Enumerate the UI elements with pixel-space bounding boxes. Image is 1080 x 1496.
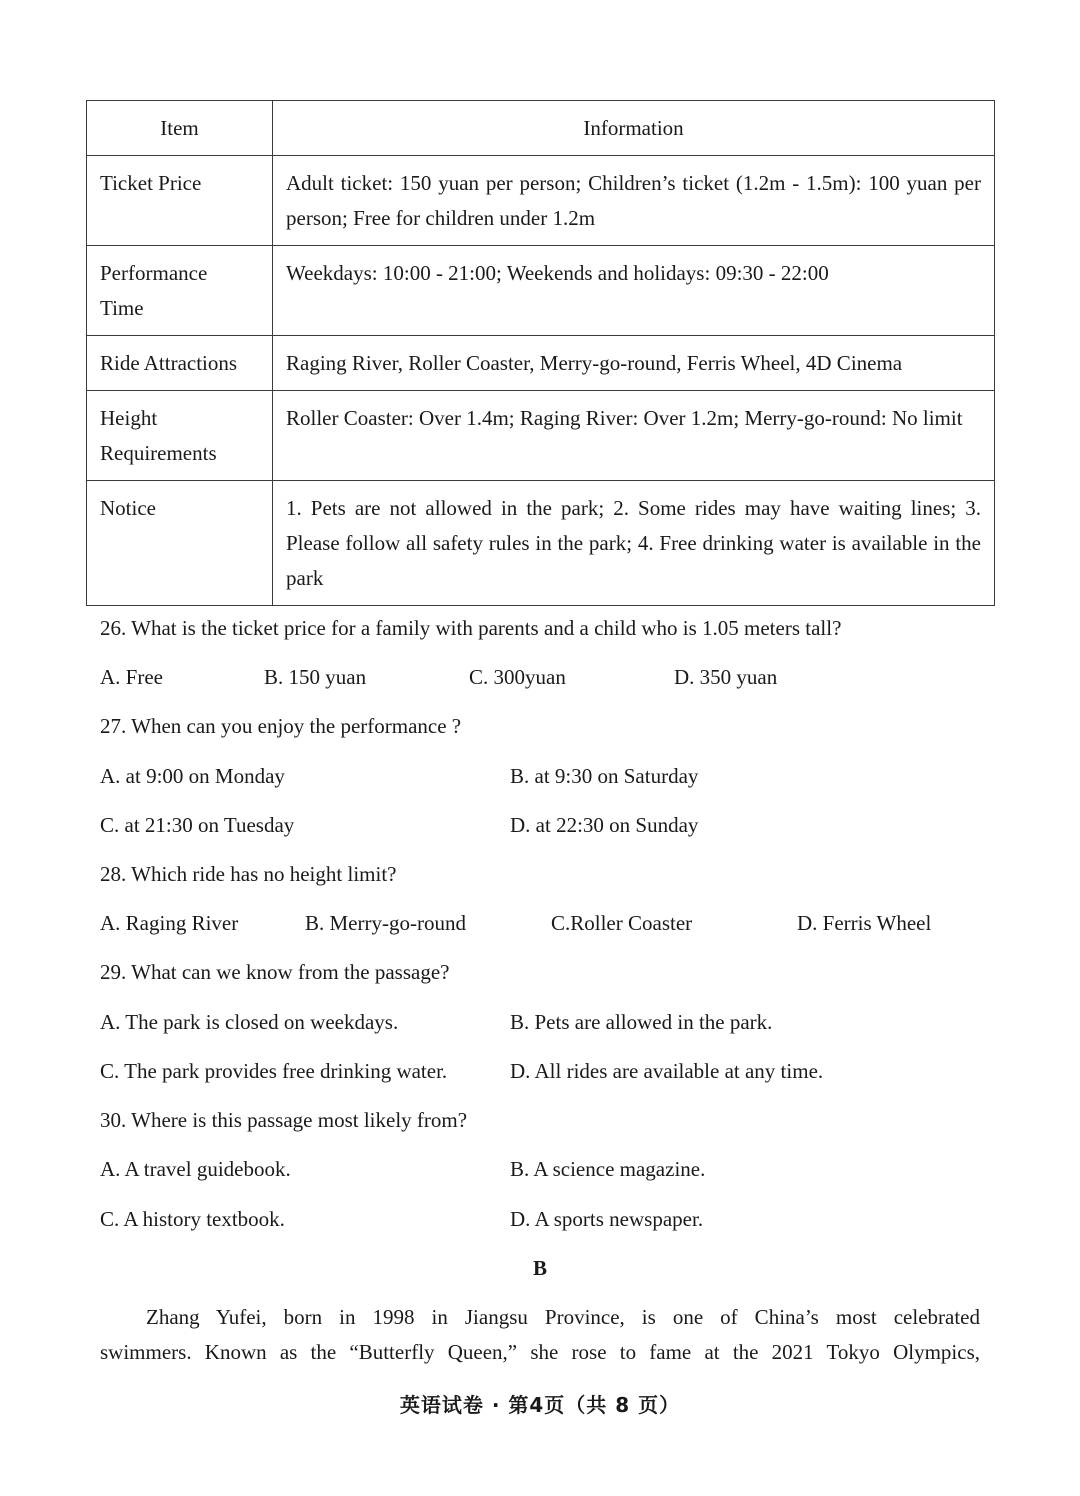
page-footer: 英语试卷 · 第4页（共 8 页）	[399, 1393, 681, 1417]
row-info: 1. Pets are not allowed in the park; 2. Some rides may have waiting lines; 3. Please follow all safety rules in the park; 4. Free drinking water is available in the park	[273, 481, 995, 606]
q30-option-d: D. A sports newspaper.	[510, 1207, 704, 1231]
row-item-line: Height Requirements	[100, 406, 217, 465]
row-info: Raging River, Roller Coaster, Merry-go-round, Ferris Wheel, 4D Cinema	[273, 336, 995, 391]
row-item	[87, 246, 273, 336]
question-29-stem: 29. What can we know from the passage?	[100, 960, 450, 984]
q28-option-d: D. Ferris Wheel	[797, 911, 932, 935]
row-item-line: Performance Time	[100, 261, 208, 320]
table-row	[87, 156, 995, 246]
q26-option-d: D. 350 yuan	[674, 665, 778, 689]
q27-option-d: D. at 22:30 on Sunday	[510, 813, 699, 837]
table-row	[87, 481, 995, 606]
row-item: Notice	[87, 481, 273, 606]
q29-option-d: D. All rides are available at any time.	[510, 1059, 824, 1083]
table-row	[87, 246, 995, 336]
row-info: Roller Coaster: Over 1.4m; Raging River: Over 1.2m; Merry-go-round: No limit	[273, 391, 995, 481]
question-28-stem: 28. Which ride has no height limit?	[100, 862, 397, 886]
row-item: Ticket Price	[87, 156, 273, 246]
q28-option-b: B. Merry-go-round	[305, 911, 466, 935]
row-item	[87, 391, 273, 481]
q29-option-a: A. The park is closed on weekdays.	[100, 1010, 399, 1034]
passage-line: Zhang Yufei, born in 1998 in Jiangsu Province, is one of China’s most celebrated	[146, 1305, 980, 1329]
q28-option-c: C.Roller Coaster	[551, 911, 693, 935]
row-info: Weekdays: 10:00 - 21:00; Weekends and holidays: 09:30 - 22:00	[273, 246, 995, 336]
row-item: Ride Attractions	[87, 336, 273, 391]
question-30-stem: 30. Where is this passage most likely from?	[100, 1108, 468, 1132]
q30-option-c: C. A history textbook.	[100, 1207, 285, 1231]
q29-option-c: C. The park provides free drinking water.	[100, 1059, 448, 1083]
header-information: Information	[273, 101, 995, 156]
row-info: Adult ticket: 150 yuan per person; Children’s ticket (1.2m - 1.5m): 100 yuan per person; Free for children under 1.2m	[273, 156, 995, 246]
q30-option-a: A. A travel guidebook.	[100, 1157, 291, 1181]
q27-option-c: C. at 21:30 on Tuesday	[100, 813, 295, 837]
table-row	[87, 336, 995, 391]
q26-option-b: B. 150 yuan	[264, 665, 367, 689]
question-27-stem: 27. When can you enjoy the performance ?	[100, 714, 462, 738]
passage-text	[100, 1300, 980, 1370]
table-header-row	[87, 101, 995, 156]
header-item: Item	[87, 101, 273, 156]
park-info-table	[86, 100, 995, 606]
q27-option-a: A. at 9:00 on Monday	[100, 764, 285, 788]
q28-option-a: A. Raging River	[100, 911, 239, 935]
q26-option-c: C. 300yuan	[469, 665, 566, 689]
q27-option-b: B. at 9:30 on Saturday	[510, 764, 699, 788]
passage-line: swimmers. Known as the “Butterfly Queen,” she rose to fame at the 2021 Tokyo Olympics,	[100, 1340, 980, 1364]
table-row	[87, 391, 995, 481]
q30-option-b: B. A science magazine.	[510, 1157, 706, 1181]
q26-option-a: A. Free	[100, 665, 163, 689]
section-title: B	[532, 1256, 547, 1280]
question-26-stem: 26. What is the ticket price for a family with parents and a child who is 1.05 meters tall?	[100, 616, 842, 640]
q29-option-b: B. Pets are allowed in the park.	[510, 1010, 773, 1034]
